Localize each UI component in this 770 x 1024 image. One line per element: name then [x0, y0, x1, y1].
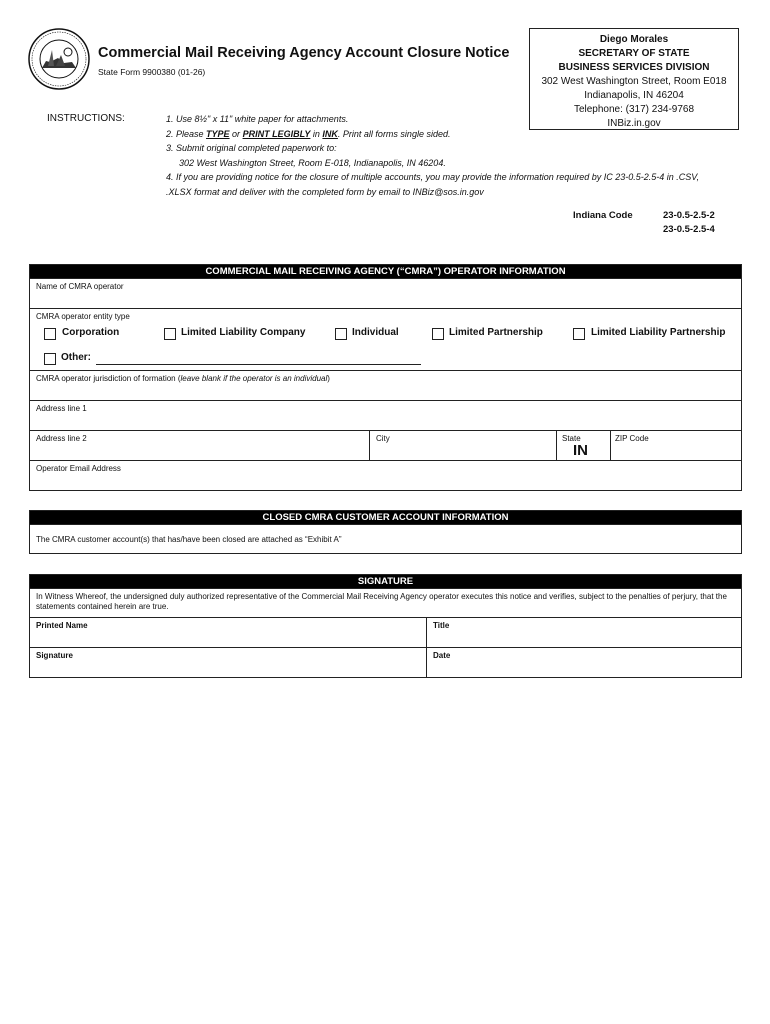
limited-partnership-checkbox[interactable] — [432, 328, 444, 340]
jurisdiction-label: CMRA operator jurisdiction of formation (leave blank if the operator is an individual) — [36, 374, 330, 383]
corporation-checkbox[interactable] — [44, 328, 56, 340]
state-label: State — [562, 434, 581, 443]
instruction-3-address: 302 West Washington Street, Room E-018, Indianapolis, IN 46204. — [179, 157, 446, 168]
individual-checkbox[interactable] — [335, 328, 347, 340]
office-phone: Telephone: (317) 234-9768 — [573, 104, 695, 115]
date-label: Date — [433, 651, 451, 660]
signature-label: Signature — [36, 651, 73, 660]
closed-accounts-heading: CLOSED CMRA CUSTOMER ACCOUNT INFORMATION — [30, 511, 741, 524]
divider — [426, 618, 427, 647]
other-label: Other: — [61, 352, 91, 363]
state-seal-icon — [28, 28, 90, 90]
limited-partnership-label: Limited Partnership — [449, 327, 543, 338]
form-title: Commercial Mail Receiving Agency Account Closure Notice — [98, 45, 510, 61]
indiana-code-label: Indiana Code — [573, 210, 633, 221]
closed-accounts-row — [30, 524, 741, 553]
llp-label: Limited Liability Partnership — [591, 327, 726, 338]
instructions-list — [166, 112, 756, 199]
address-line-1-field[interactable] — [30, 400, 741, 430]
office-website: INBiz.in.gov — [607, 118, 661, 129]
instruction-4-line-2: .XLSX format and deliver with the completed form by email to INBiz@sos.in.gov — [166, 186, 484, 197]
city-label: City — [376, 434, 390, 443]
divider — [426, 648, 427, 677]
closed-accounts-section — [29, 510, 742, 554]
operator-name-label: Name of CMRA operator — [36, 282, 124, 291]
entity-type-label: CMRA operator entity type — [36, 312, 130, 321]
operator-email-field[interactable] — [30, 460, 741, 490]
office-address-line-1: 302 West Washington Street, Room E018 — [541, 76, 727, 87]
operator-section-heading: COMMERCIAL MAIL RECEIVING AGENCY (“CMRA”) OPERATOR INFORMATION — [30, 265, 741, 278]
indiana-code-values — [663, 209, 715, 237]
divider — [369, 431, 370, 460]
address-line-1-label: Address line 1 — [36, 404, 87, 413]
operator-section — [29, 264, 742, 491]
other-checkbox[interactable] — [44, 353, 56, 365]
instruction-3: 3. Submit original completed paperwork to: — [166, 143, 337, 153]
attestation-text: In Witness Whereof, the undersigned duly authorized representative of the Commercial Mail Receiving Agency operator executes this notice and verifies, subject to the penalties of perjury, that the statements contained herein are true. — [36, 592, 727, 611]
printed-name-label: Printed Name — [36, 621, 88, 630]
address-line-2-label: Address line 2 — [36, 434, 87, 443]
operator-name-field[interactable] — [30, 278, 741, 308]
individual-label: Individual — [352, 327, 399, 338]
closed-accounts-text: The CMRA customer account(s) that has/have been closed are attached as “Exhibit A” — [36, 535, 342, 544]
indiana-code-1: 23-0.5-2.5-2 — [663, 210, 715, 221]
llp-checkbox[interactable] — [573, 328, 585, 340]
divider — [610, 431, 611, 460]
office-address-line-2: Indianapolis, IN 46204 — [584, 90, 684, 101]
division-name: BUSINESS SERVICES DIVISION — [558, 62, 710, 73]
zip-code-label: ZIP Code — [615, 434, 649, 443]
state-value[interactable]: IN — [573, 442, 588, 459]
signature-date-row — [30, 647, 741, 677]
operator-email-label: Operator Email Address — [36, 464, 121, 473]
entity-type-row — [30, 308, 741, 370]
instructions-label: INSTRUCTIONS: — [47, 113, 125, 124]
address-line-2-row — [30, 430, 741, 460]
signature-section — [29, 574, 742, 678]
attestation-row — [30, 588, 741, 617]
office-title: SECRETARY OF STATE — [578, 48, 690, 59]
llc-checkbox[interactable] — [164, 328, 176, 340]
other-text-line[interactable] — [96, 364, 421, 365]
printed-name-title-row — [30, 617, 741, 647]
indiana-code-2: 23-0.5-2.5-4 — [663, 224, 715, 235]
llc-label: Limited Liability Company — [181, 327, 306, 338]
title-label: Title — [433, 621, 450, 630]
instruction-2: 2. Please TYPE or PRINT LEGIBLY in INK. Print all forms single sided. — [166, 128, 451, 139]
instruction-4-line-1: 4. If you are providing notice for the closure of multiple accounts, you may provide the information required by IC 23-0.5-2.5-4 in .CSV, — [166, 172, 700, 182]
signature-heading: SIGNATURE — [30, 575, 741, 588]
divider — [556, 431, 557, 460]
secretary-name: Diego Morales — [599, 34, 669, 45]
form-number: State Form 9900380 (01-26) — [98, 67, 206, 77]
jurisdiction-field[interactable] — [30, 370, 741, 400]
corporation-label: Corporation — [62, 327, 120, 338]
instruction-1: 1. Use 8½" x 11" white paper for attachments. — [166, 114, 349, 124]
